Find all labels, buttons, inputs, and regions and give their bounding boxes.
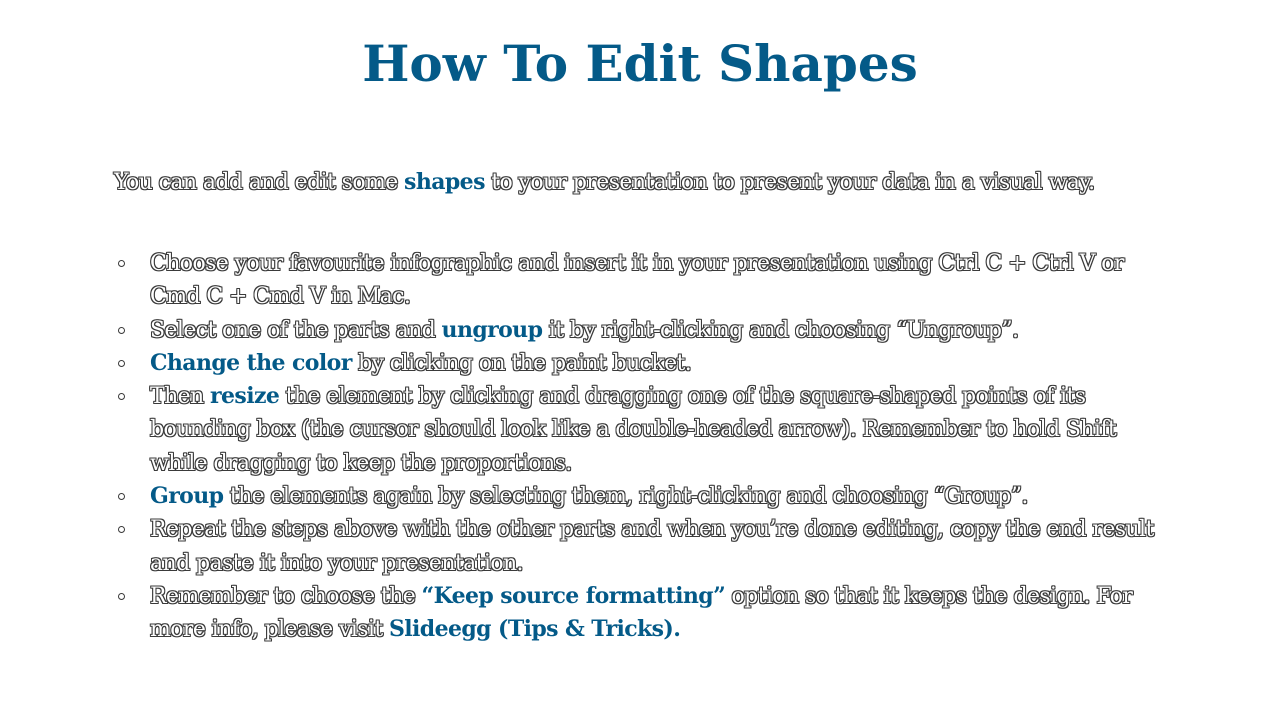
slideegg-tips-link[interactable]: Slideegg (Tips & Tricks) (389, 616, 674, 643)
item-text: Select one of the parts and (150, 317, 442, 343)
item-text: the elements again by selecting them, right-clicking and choosing “Group”. (223, 484, 1028, 510)
bullet-icon (118, 260, 125, 267)
item-highlight: ungroup (441, 316, 543, 343)
list-item (114, 380, 1174, 480)
item-highlight: Change the color (150, 349, 352, 376)
item-text: Repeat the steps above with the other parts and when you’re done editing, copy the end result and paste it into your presentation. (150, 517, 1154, 576)
item-highlight: “Keep source formatting” (421, 582, 726, 609)
bullet-icon (118, 593, 125, 600)
list-item (114, 347, 1174, 380)
intro-text-after: to your presentation to present your data in a visual way. (484, 170, 1095, 195)
item-text: option so that it keeps the design. For more info, please visit (150, 583, 1133, 643)
item-end-punctuation: . (673, 616, 681, 643)
list-item (114, 480, 1174, 513)
item-text: Choose your favourite infographic and insert it in your presentation using Ctrl C + Ctrl V or Cmd C + Cmd V in Mac. (150, 251, 1124, 310)
bullet-icon (118, 327, 125, 334)
intro-highlight: shapes (404, 169, 485, 195)
intro-text-before: You can add and edit some (114, 170, 405, 195)
item-text: Remember to choose the (150, 583, 422, 609)
bullet-icon (118, 393, 125, 400)
list-item (114, 580, 1174, 647)
item-text: Then (150, 384, 211, 410)
slide-title: How To Edit Shapes (362, 34, 918, 93)
bullet-icon (118, 493, 125, 500)
instruction-list (114, 247, 1174, 647)
item-highlight: resize (210, 383, 280, 410)
item-text: it by right-clicking and choosing “Ungroup”. (542, 317, 1019, 343)
list-item (114, 247, 1174, 314)
list-item (114, 314, 1174, 347)
item-text: by clicking on the paint bucket. (351, 350, 692, 376)
intro-paragraph (114, 166, 1194, 199)
list-item (114, 513, 1174, 580)
item-highlight: Group (150, 483, 224, 510)
bullet-icon (118, 360, 125, 367)
item-text: the element by clicking and dragging one of the square-shaped points of its bounding box (the cursor should look like a double-headed arrow). Remember to hold Shift while dragging to keep the proportions. (150, 384, 1117, 476)
bullet-icon (118, 526, 125, 533)
